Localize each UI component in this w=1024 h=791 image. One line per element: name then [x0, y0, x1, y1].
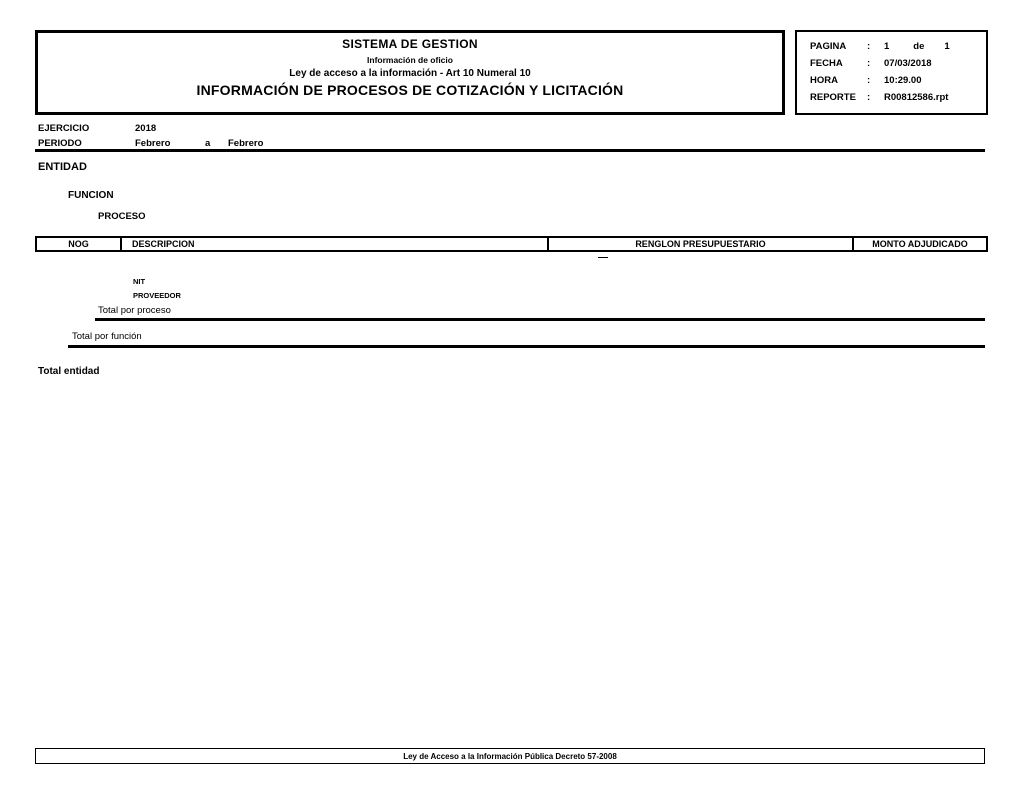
total-entidad-label: Total entidad	[38, 366, 100, 377]
pagina-separator: :	[867, 41, 871, 52]
pagina-total: 1	[944, 41, 950, 52]
info-row-fecha	[810, 58, 986, 75]
hora-value: 10:29.00	[884, 75, 922, 86]
entidad-label: ENTIDAD	[38, 161, 87, 173]
pagina-value: 1	[884, 41, 890, 52]
info-row-hora	[810, 75, 986, 92]
horizontal-rule-params	[35, 149, 985, 152]
fecha-label: FECHA	[810, 58, 843, 69]
info-row-reporte	[810, 92, 986, 109]
column-header-descripcion: DESCRIPCION	[122, 238, 549, 250]
total-por-funcion-label: Total por función	[72, 331, 142, 342]
periodo-from: Febrero	[135, 138, 171, 149]
subtitle-oficio: Información de oficio	[367, 55, 453, 65]
reporte-value: R00812586.rpt	[884, 92, 949, 103]
column-header-renglon: RENGLON PRESUPUESTARIO	[549, 238, 854, 250]
periodo-to: Febrero	[228, 138, 264, 149]
horizontal-rule-proceso	[95, 318, 985, 321]
reporte-label: REPORTE	[810, 92, 856, 103]
reporte-separator: :	[867, 92, 871, 103]
footer-box	[35, 748, 985, 764]
proceso-label: PROCESO	[98, 211, 146, 222]
total-por-proceso-label: Total por proceso	[98, 305, 171, 316]
table-header	[35, 236, 988, 252]
funcion-label: FUNCION	[68, 190, 114, 201]
ejercicio-label: EJERCICIO	[38, 123, 90, 134]
pagina-de: de	[913, 41, 925, 52]
hora-label: HORA	[810, 75, 838, 86]
report-title: INFORMACIÓN DE PROCESOS DE COTIZACIÓN Y LICITACIÓN	[196, 82, 624, 98]
report-info-box	[795, 30, 988, 115]
ejercicio-value: 2018	[135, 123, 157, 134]
fecha-separator: :	[867, 58, 871, 69]
report-title-box	[35, 30, 785, 115]
hora-separator: :	[867, 75, 871, 86]
system-title: SISTEMA DE GESTION	[342, 37, 478, 51]
fecha-value: 07/03/2018	[884, 58, 932, 69]
horizontal-rule-funcion	[68, 345, 985, 348]
periodo-conjunction: a	[205, 138, 211, 149]
info-row-pagina	[810, 41, 986, 58]
column-header-monto: MONTO ADJUDICADO	[872, 239, 968, 249]
footer-law-text: Ley de Acceso a la Información Pública Decreto 57-2008	[403, 751, 617, 761]
column-header-nog: NOG	[37, 238, 122, 250]
pagina-label: PAGINA	[810, 41, 847, 52]
empty-renglon-dash: —	[598, 252, 608, 263]
proveedor-label: PROVEEDOR	[133, 291, 181, 300]
nit-label: NIT	[133, 277, 146, 286]
subtitle-law: Ley de acceso a la información - Art 10 Numeral 10	[289, 68, 531, 79]
periodo-label: PERIODO	[38, 138, 82, 149]
